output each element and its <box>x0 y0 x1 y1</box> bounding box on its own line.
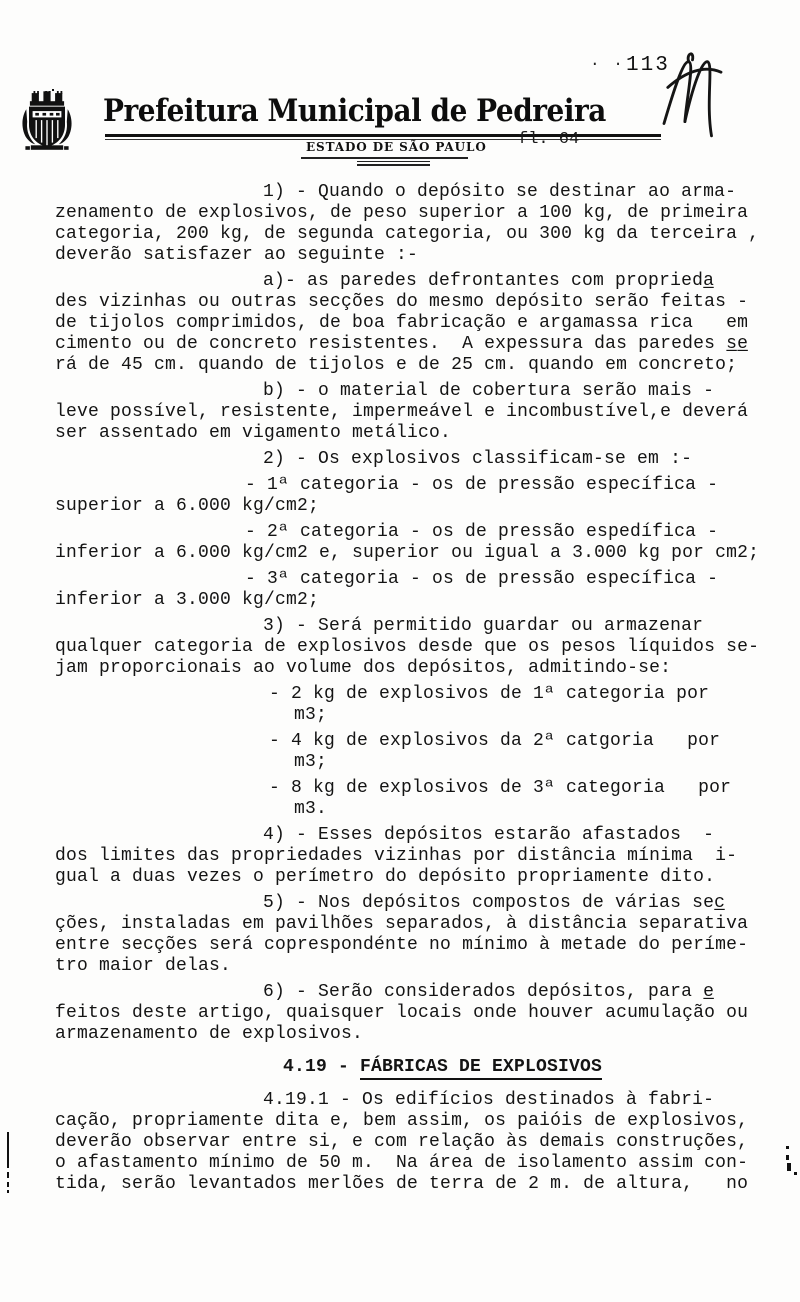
coat-of-arms-icon <box>20 91 74 151</box>
document-body <box>55 182 760 1195</box>
text-line: tida, serão levantados merlões de terra de 2 m. de altura, no <box>55 1174 749 1194</box>
scan-speck <box>786 1146 789 1149</box>
text-line: 1) - Quando o depósito se destinar ao arma- <box>263 182 737 202</box>
scan-speck <box>52 89 54 91</box>
category-3-item <box>55 569 749 611</box>
text-line: zenamento de explosivos, de peso superior a 100 kg, de primeira <box>55 203 749 223</box>
scan-speck <box>794 1172 797 1175</box>
scan-speck <box>786 1155 789 1160</box>
text-line: categoria, 200 kg, de segunda categoria, ou 300 kg da terceira , <box>55 224 760 244</box>
text-line: cimento ou de concreto resistentes. A expessura das paredes s̲e̲ <box>55 334 749 354</box>
document-subtitle: ESTADO DE SÃO PAULO <box>306 140 487 154</box>
left-margin-mark-dash <box>7 1182 9 1187</box>
text-line: armazenamento de explosivos. <box>55 1024 364 1044</box>
text-line: inferior a 6.000 kg/cm2 e, superior ou igual a 3.000 kg por cm2; <box>55 543 760 563</box>
text-line: 4) - Esses depósitos estarão afastados - <box>263 825 715 845</box>
text-line: de tijolos comprimidos, de boa fabricação e argamassa rica em <box>55 313 749 333</box>
text-line: - 8 kg de explosivos de 3ª categoria por <box>269 778 732 798</box>
text-line: des vizinhas ou outras secções do mesmo depósito serão feitas - <box>55 292 749 312</box>
subtitle-double-underline-top <box>357 161 430 162</box>
paragraph-2 <box>55 449 749 470</box>
text-line: b) - o material de cobertura serão mais - <box>263 381 715 401</box>
text-line: 3) - Será permitido guardar ou armazenar <box>263 616 704 636</box>
text-line: 4.19.1 - Os edifícios destinados à fabri- <box>263 1090 715 1110</box>
pen-dots-mark: . . <box>590 52 625 70</box>
text-line: 2) - Os explosivos classificam-se em :- <box>263 449 693 469</box>
left-margin-mark-dash <box>7 1190 9 1193</box>
text-line: qualquer categoria de explosivos desde que os pesos líquidos se- <box>55 637 760 657</box>
text-line: jam proporcionais ao volume dos depósitos, admitindo-se: <box>55 658 672 678</box>
category-1-item <box>55 475 749 517</box>
text-line: a)- as paredes defrontantes com proprieda̲ <box>263 271 715 291</box>
text-line: - 1ª categoria - os de pressão específica - <box>245 475 719 495</box>
subtitle-underline <box>301 157 468 159</box>
sheet-number: 113 <box>626 54 670 77</box>
text-line: gual a duas vezes o perímetro do depósito propriamente dito. <box>55 867 716 887</box>
folio-number: fl. 64 <box>518 130 580 149</box>
kg-list-item-3 <box>55 778 749 820</box>
kg-list-item-1 <box>55 684 749 726</box>
text-line: - 3ª categoria - os de pressão específica - <box>245 569 719 589</box>
kg-list-item-2 <box>55 731 749 773</box>
category-2-item <box>55 522 760 564</box>
document-title: Prefeitura Municipal de Pedreira <box>103 93 606 129</box>
text-line: deverão satisfazer ao seguinte :- <box>55 245 419 265</box>
section-heading-4-19 <box>55 1057 749 1078</box>
paragraph-b <box>55 381 749 444</box>
text-line: feitos deste artigo, quaisquer locais onde houver acumulação ou <box>55 1003 749 1023</box>
paragraph-3 <box>55 616 760 679</box>
text-line: 5) - Nos depósitos compostos de várias sec̲ <box>263 893 726 913</box>
text-line: m3. <box>294 799 328 819</box>
scan-speck <box>787 1163 791 1171</box>
text-line: m3; <box>294 752 328 772</box>
text-line: entre secções será coprespondénte no mínimo à metade do períme- <box>55 935 749 955</box>
paragraph-4 <box>55 825 749 888</box>
text-line: - 2ª categoria - os de pressão espedífica - <box>245 522 719 542</box>
left-margin-mark <box>7 1132 9 1168</box>
text-line: tro maior delas. <box>55 956 232 976</box>
paragraph-a <box>55 271 749 376</box>
text-line: m3; <box>294 705 328 725</box>
paragraph-4-19-1 <box>55 1090 749 1195</box>
text-line: 6) - Serão considerados depósitos, para e̲ <box>263 982 715 1002</box>
text-line: o afastamento mínimo de 50 m. Na área de isolamento assim con- <box>55 1153 749 1173</box>
text-line: dos limites das propriedades vizinhas por distância mínima i- <box>55 846 738 866</box>
text-line: superior a 6.000 kg/cm2; <box>55 496 320 516</box>
paragraph-1 <box>55 182 760 266</box>
text-line: ser assentado em vigamento metálico. <box>55 423 452 443</box>
paragraph-5 <box>55 893 749 977</box>
text-line: deverão observar entre si, e com relação às demais construções, <box>55 1132 749 1152</box>
text-line: - 4 kg de explosivos da 2ª catgoria por <box>269 731 721 751</box>
section-number: 4.19 - <box>283 1057 361 1077</box>
section-title: FÁBRICAS DE EXPLOSIVOS <box>360 1057 602 1080</box>
left-margin-mark-dash <box>7 1172 9 1178</box>
subtitle-double-underline-bottom <box>357 164 430 166</box>
handwritten-rubric-icon <box>645 45 740 145</box>
text-line: rá de 45 cm. quando de tijolos e de 25 cm. quando em concreto; <box>55 355 738 375</box>
text-line: leve possível, resistente, impermeável e incombustível,e deverá <box>55 402 749 422</box>
text-line: cação, propriamente dita e, bem assim, os paióis de explosivos, <box>55 1111 749 1131</box>
text-line: inferior a 3.000 kg/cm2; <box>55 590 320 610</box>
paragraph-6 <box>55 982 749 1045</box>
text-line: ções, instaladas em pavilhões separados, à distância separativa <box>55 914 749 934</box>
text-line: - 2 kg de explosivos de 1ª categoria por <box>269 684 710 704</box>
